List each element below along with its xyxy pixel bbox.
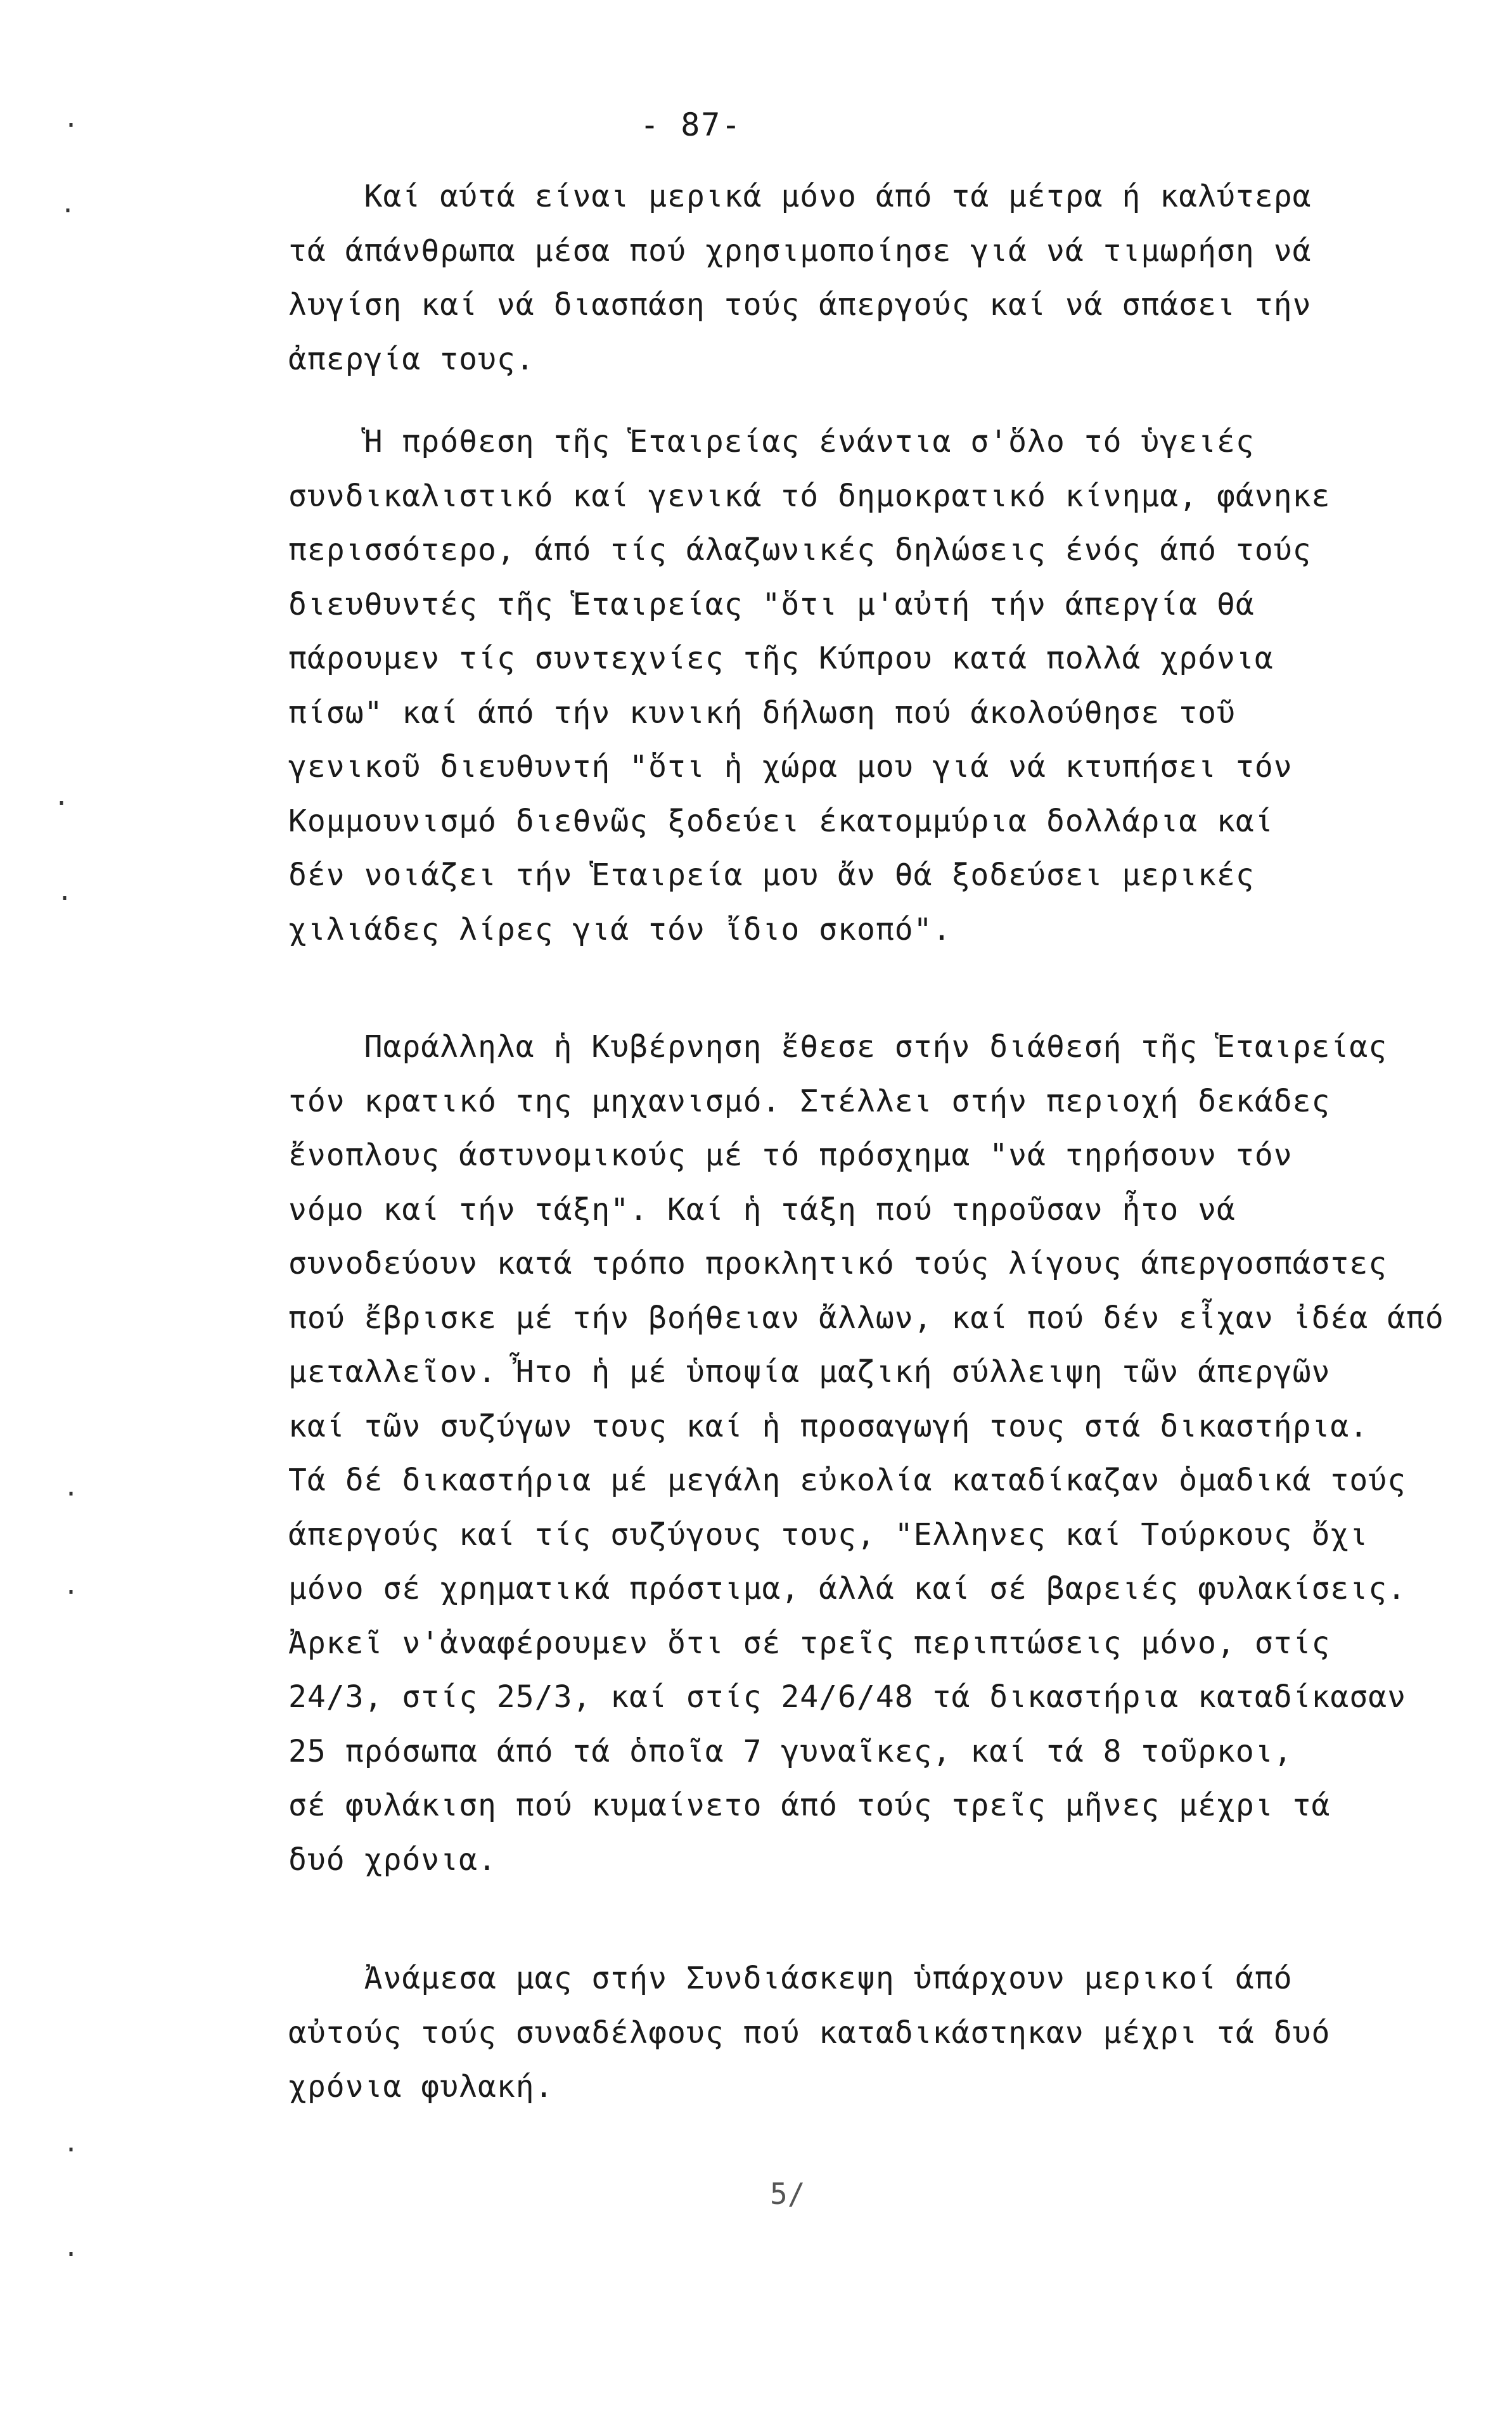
text-line: διευθυντές τῆς Ἑταιρείας "ὅτι μ'αὐτή τήν άπεργία θά: [288, 586, 1255, 622]
text-line: Παράλληλα ἡ Κυβέρνηση ἔθεσε στήν διάθεσή τῆς Ἑταιρείας: [288, 1029, 1388, 1065]
text-line: χρόνια φυλακή.: [288, 2069, 554, 2104]
text-line: Τά δέ δικαστήρια μέ μεγάλη εὐκολία καταδίκαζαν ὁμαδικά τούς: [288, 1463, 1407, 1498]
text-line: Καί αύτά είναι μερικά μόνο άπό τά μέτρα ή καλύτερα: [288, 179, 1312, 214]
margin-speck: ·: [54, 789, 70, 818]
paragraph-3: [288, 1020, 1444, 1887]
text-line: πίσω" καί άπό τήν κυνική δήλωση πού άκολούθησε τοῦ: [288, 695, 1236, 731]
margin-speck: ·: [63, 1480, 79, 1509]
margin-speck: ·: [57, 884, 73, 913]
text-line: 25 πρόσωπα άπό τά ὁποῖα 7 γυναῖκες, καί τά 8 τοῦρκοι,: [288, 1733, 1293, 1769]
text-line: Κομμουνισμό διεθνῶς ξοδεύει έκατομμύρια δολλάρια καί: [288, 803, 1274, 839]
text-line: χιλιάδες λίρες γιά τόν ἴδιο σκοπό".: [288, 911, 952, 947]
text-line: σέ φυλάκιση πού κυμαίνετο άπό τούς τρεῖς μῆνες μέχρι τά: [288, 1788, 1331, 1823]
text-line: δέν νοιάζει τήν Ἑταιρεία μου ἄν θά ξοδεύσει μερικές: [288, 857, 1255, 893]
text-line: ἔνοπλους άστυνομικούς μέ τό πρόσχημα "νά τηρήσουν τόν: [288, 1137, 1293, 1173]
text-line: συνδικαλιστικό καί γενικά τό δημοκρατικό κίνημα, φάνηκε: [288, 478, 1331, 514]
paragraph-4: [288, 1952, 1429, 2115]
text-line: Ἡ πρόθεση τῆς Ἑταιρείας ένάντια σ'ὅλο τό ὑγειές: [288, 424, 1255, 459]
margin-speck: ·: [63, 111, 79, 140]
text-line: μεταλλεῖον. Ἦτο ἡ μέ ὑποψία μαζική σύλλειψη τῶν άπεργῶν: [288, 1354, 1331, 1390]
text-line: πού ἔβρισκε μέ τήν βοήθειαν ἄλλων, καί πού δέν εἶχαν ἰδέα άπό: [288, 1300, 1444, 1336]
text-line: καί τῶν συζύγων τους καί ἡ προσαγωγή τους στά δικαστήρια.: [288, 1408, 1369, 1444]
text-line: τά άπάνθρωπα μέσα πού χρησιμοποίησε γιά νά τιμωρήση νά: [288, 233, 1312, 269]
text-line: άπεργούς καί τίς συζύγους τους, "Ελληνες καί Τούρκους ὄχι: [288, 1516, 1369, 1553]
text-line: Ἀνάμεσα μας στήν Συνδιάσκεψη ὑπάρχουν μερικοί άπό: [288, 1961, 1293, 1996]
text-line: περισσότερο, άπό τίς άλαζωνικές δηλώσεις ένός άπό τούς: [288, 532, 1312, 568]
margin-speck: ·: [63, 2240, 79, 2269]
text-line: 24/3, στίς 25/3, καί στίς 24/6/48 τά δικαστήρια καταδίκασαν: [288, 1679, 1407, 1715]
text-line: ἀπεργία τους.: [288, 341, 535, 377]
text-line: συνοδεύουν κατά τρόπο προκλητικό τούς λίγους άπεργοσπάστες: [288, 1246, 1388, 1281]
margin-speck: ·: [60, 196, 76, 226]
text-line: λυγίση καί νά διασπάση τούς άπεργούς καί νά σπάσει τήν: [288, 287, 1312, 323]
text-line: δυό χρόνια.: [288, 1842, 497, 1878]
text-line: αὐτούς τούς συναδέλφους πού καταδικάστηκαν μέχρι τά δυό: [288, 2015, 1331, 2051]
margin-speck: ·: [63, 2136, 79, 2165]
text-line: Ἀρκεῖ ν'ἀναφέρουμεν ὅτι σέ τρεῖς περιπτώσεις μόνο, στίς: [288, 1625, 1331, 1661]
text-line: μόνο σέ χρηματικά πρόστιμα, άλλά καί σέ βαρειές φυλακίσεις.: [288, 1571, 1407, 1606]
text-line: τόν κρατικό της μηχανισμό. Στέλλει στήν περιοχή δεκάδες: [288, 1083, 1331, 1119]
page-number: - 87-: [640, 106, 742, 143]
page-continuation-mark: 5/: [770, 2177, 805, 2211]
paragraph-1: [288, 170, 1429, 387]
text-line: νόμο καί τήν τάξη". Καί ἡ τάξη πού τηροῦσαν ἦτο νά: [288, 1191, 1236, 1227]
paragraph-2: [288, 415, 1429, 957]
text-line: γενικοῦ διευθυντή "ὅτι ἡ χώρα μου γιά νά κτυπήσει τόν: [288, 749, 1293, 785]
text-line: πάρουμεν τίς συντεχνίες τῆς Κύπρου κατά πολλά χρόνια: [288, 641, 1274, 676]
margin-speck: ·: [63, 1578, 79, 1607]
